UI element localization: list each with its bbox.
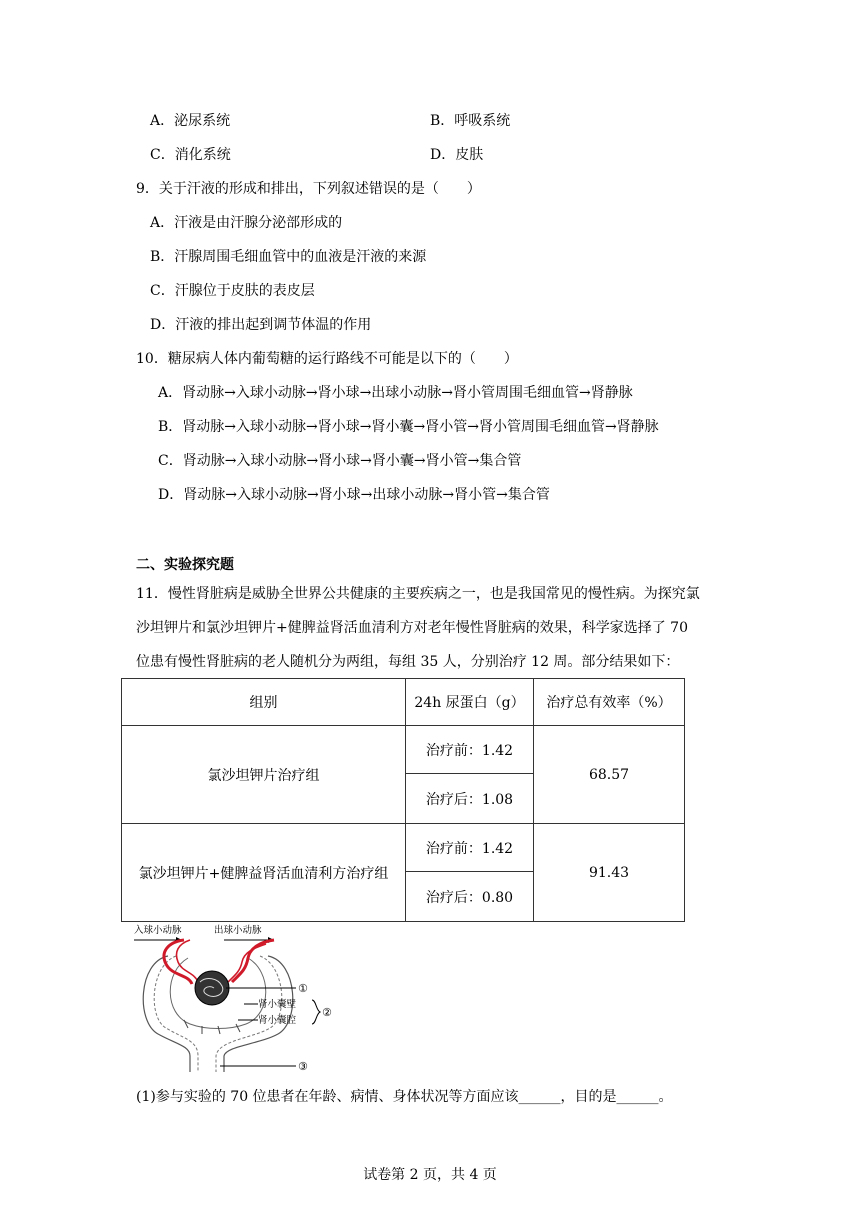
q9-option-b: B．汗腺周围毛细血管中的血液是汗液的来源 <box>150 249 427 265</box>
q9-option-c: C．汗腺位于皮肤的表皮层 <box>150 283 315 299</box>
q10-option-c: C．肾动脉→入球小动脉→肾小球→肾小囊→肾小管→集合管 <box>158 453 522 469</box>
capsule-wall-right <box>216 956 282 1072</box>
capsule-outer-left <box>143 956 190 1072</box>
q8-option-c: C．消化系统 <box>150 147 231 163</box>
table-cell-after: 治疗后：0.80 <box>406 872 534 922</box>
q10-option-b: B．肾动脉→入球小动脉→肾小球→肾小囊→肾小管→肾小管周围毛细血管→肾静脉 <box>158 419 659 435</box>
q10-stem: 10．糖尿病人体内葡萄糖的运行路线不可能是以下的（ ） <box>136 351 518 367</box>
results-table <box>121 678 685 922</box>
section-title: 二、实验探究题 <box>136 557 234 573</box>
label-capsule-wall: 肾小囊壁 <box>258 999 297 1010</box>
table-header-protein: 24h 尿蛋白（g） <box>406 679 534 726</box>
q11-sub1: (1)参与实验的 70 位患者在年龄、病情、身体状况等方面应该______，目的是______。 <box>136 1089 673 1105</box>
nephron-diagram <box>128 922 348 1074</box>
q11-line-1: 11．慢性肾脏病是威胁全世界公共健康的主要疾病之一，也是我国常见的慢性病。为探究氯 <box>136 586 700 602</box>
label-capsule-cavity: 肾小囊腔 <box>258 1015 297 1026</box>
table-header-group: 组别 <box>122 679 406 726</box>
marker-1: ① <box>298 982 308 995</box>
marker-2: ② <box>322 1006 332 1019</box>
q11-line-3: 位患有慢性肾脏病的老人随机分为两组，每组 35 人，分别治疗 12 周。部分结果如下： <box>136 654 680 670</box>
q10-option-a: A．肾动脉→入球小动脉→肾小球→出球小动脉→肾小管周围毛细血管→肾静脉 <box>158 385 633 401</box>
q11-line-2: 沙坦钾片和氯沙坦钾片+健脾益肾活血清利方对老年慢性肾脏病的效果，科学家选择了 70 <box>136 620 688 636</box>
brace-2 <box>312 1000 320 1024</box>
marker-3: ③ <box>298 1060 308 1073</box>
q10-option-d: D．肾动脉→入球小动脉→肾小球→出球小动脉→肾小管→集合管 <box>158 487 550 503</box>
table-row <box>122 824 685 872</box>
q8-option-a: A．泌尿系统 <box>150 113 231 129</box>
page-footer: 试卷第 2 页，共 4 页 <box>363 1167 497 1183</box>
label-efferent: 出球小动脉 <box>214 925 262 936</box>
label-afferent: 入球小动脉 <box>134 925 182 936</box>
table-cell-before: 治疗前：1.42 <box>406 726 534 774</box>
q8-option-b: B．呼吸系统 <box>430 113 511 129</box>
table-cell-rate: 68.57 <box>534 726 685 824</box>
table-cell-rate: 91.43 <box>534 824 685 922</box>
q9-stem: 9．关于汗液的形成和排出，下列叙述错误的是（ ） <box>136 181 481 197</box>
q9-option-d: D．汗液的排出起到调节体温的作用 <box>150 317 372 333</box>
glomerulus <box>195 971 229 1005</box>
table-cell-group: 氯沙坦钾片+健脾益肾活血清利方治疗组 <box>122 824 406 922</box>
table-cell-group: 氯沙坦钾片治疗组 <box>122 726 406 824</box>
q8-option-d: D．皮肤 <box>430 147 484 163</box>
q9-option-a: A．汗液是由汗腺分泌部形成的 <box>150 215 343 231</box>
table-cell-before: 治疗前：1.42 <box>406 824 534 872</box>
table-cell-after: 治疗后：1.08 <box>406 774 534 824</box>
table-row <box>122 726 685 774</box>
table-header-rate: 治疗总有效率（%） <box>534 679 685 726</box>
